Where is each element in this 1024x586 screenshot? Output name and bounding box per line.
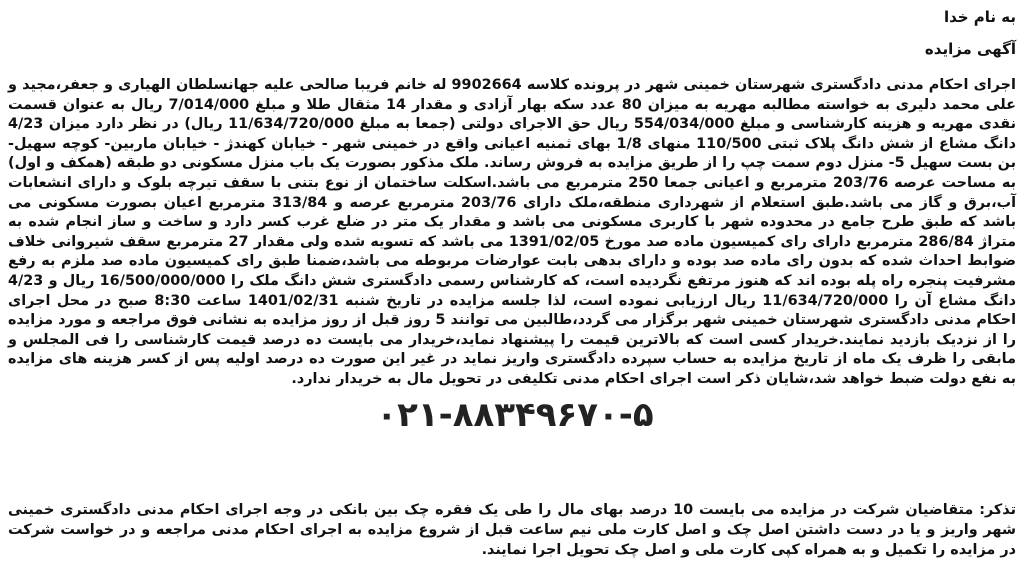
phone-number-stamp: ۰۲۱-۸۸۳۴۹۶۷۰-۵: [376, 395, 654, 435]
notice-footnote: تذکر: متقاضیان شرکت در مزایده می بایست 10 درصد بهای مال را طی یک فقره چک بین بانکی در وجه اجرای احکام مدنی دادگستری خمینی شهر واریز و یا در دست داشتن اصل چک و اصل کارت ملی نیم ساعت قبل از شروع مزایده به اجرای احکام مدنی مراجعه و در خواست شرکت در مزایده را تکمیل و به همراه کپی کارت ملی و اصل چک تحویل اجرا نمایند.: [8, 502, 1016, 558]
notice-body-paragraph: اجرای احکام مدنی دادگستری شهرستان خمینی شهر در پرونده کلاسه 9902664 له خانم فریبا صالحی علیه جهانسلطان الهیاری و جعفر،مجید و علی محمد دلیری به خواسته مطالبه مهریه به میزان 80 عدد سکه بهار آزادی و مقدار 14 مثقال طلا و مبلغ 7/014/000 ریال به عنوان قسمت نقدی مهریه و هزینه کارشناسی و مبلغ 554/034/000 ریال حق الاجرای دولتی (جمعا به مبلغ 11/634/720/000 ریال) در نظر دارد میزان 4/23 دانگ مشاع از شش دانگ پلاک ثبتی 110/500 منهای 1/8 بهای ثمنیه اعیانی واقع در خمینی شهر - خیابان کهندژ - خیابان ماربین- کوچه سهیل- بن بست سهیل 5- منزل دوم سمت چپ را از طریق مزایده به فروش رساند. ملک مذکور بصورت یک باب منزل مسکونی دو طبقه (همکف و اول) به مساحت عرصه 203/76 مترمربع و اعیانی جمعا 250 مترمربع می باشد.اسکلت ساختمان از نوع بتنی با سقف تیرچه بلوک و دارای انشعابات آب،برق و گاز می باشد.طبق استعلام از شهرداری منطقه،ملک دارای 203/76 مترمربع عرصه و 313/84 مترمربع اعیان بصورت مسکونی می باشد که طبق طرح جامع در محدوده شهر با کاربری مسکونی می باشد و مقدار یک متر در ضلع غرب کسر دارد و ساخت و ساز انجام شده به متراژ 286/84 مترمربع دارای رای کمیسیون ماده صد مورخ 1391/02/05 می باشد که تسویه شده ولی مقدار 27 مترمربع سقف شیروانی خلاف ضوابط احداث شده که بدون رای ماده صد بوده و دارای بدهی بابت عوارضات مربوطه می باشد،ضمنا طبق رای کمیسیون ماده صد ملزم به رفع مشرفیت پنجره راه پله بوده اند که هنوز مرتفع نگردیده است، که کارشناس رسمی دادگستری شش دانگ ملک را 16/500/000/000 ریال و 4/23 دانگ مشاع آن را 11/634/720/000 ریال ارزیابی نموده است، لذا جلسه مزایده در تاریخ شنبه 1401/02/31 ساعت 8:30 صبح در محل اجرای احکام مدنی دادگستری شهرستان خمینی شهر برگزار می گردد،طالبین می توانند 5 روز قبل از روز مزایده به نشانی فوق مراجعه و مورد مزایده را از نزدیک بازدید نمایند.خریدار کسی است که بالاترین قیمت را پیشنهاد نماید،خریدار می بایست ده درصد قیمت کارشناسی را فی المجلس و مابقی را ظرف یک ماه از تاریخ مزایده به حساب سپرده دادگستری واریز نماید در غیر این صورت ده درصد اولیه پس از کسر هزینه های مزایده به نفع دولت ضبط خواهد شد،شایان ذکر است اجرای احکام مدنی تکلیفی در تحویل مال به خریدار ندارد.: [8, 77, 1017, 387]
bismillah-heading: به نام خدا: [943, 8, 1016, 26]
notice-title: آگهی مزایده: [924, 40, 1016, 58]
